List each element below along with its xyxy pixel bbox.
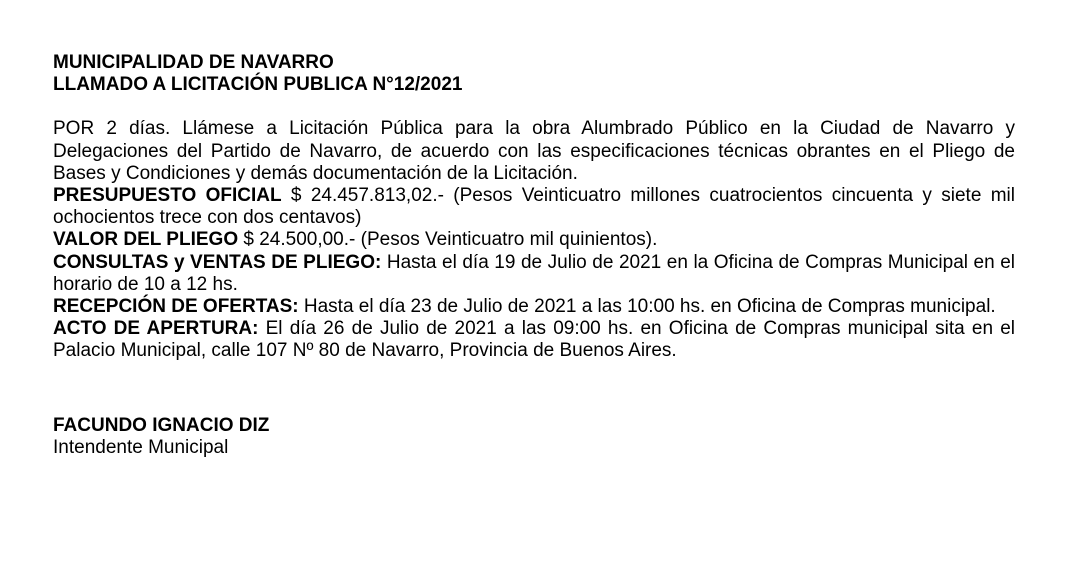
official-budget-text: $ 24.457.813,02.- (Pesos Veinticuatro millones cuatrocientos cincuenta y siete mil ochocientos trece con dos centavos) [53, 185, 1015, 229]
specification-price-text: $ 24.500,00.- (Pesos Veinticuatro mil quinientos). [238, 229, 658, 251]
signature-block [53, 415, 1015, 459]
opening-act-text: El día 26 de Julio de 2021 a las 09:00 hs. en Oficina de Compras municipal sita en el Palacio Municipal, calle 107 Nº 80 de Navarro, Provincia de Buenos Aires. [53, 318, 1015, 362]
document [53, 52, 1015, 459]
signatory-role: Intendente Municipal [53, 436, 229, 458]
municipality-title: MUNICIPALIDAD DE NAVARRO [53, 52, 334, 73]
official-budget-paragraph [53, 185, 1015, 229]
offers-reception-text: Hasta el día 23 de Julio de 2021 a las 10:00 hs. en Oficina de Compras municipal. [298, 296, 996, 318]
specification-price-paragraph [53, 229, 1015, 251]
inquiries-sales-text: Hasta el día 19 de Julio de 2021 en la Oficina de Compras Municipal en el horario de 10 a 12 hs. [53, 251, 1015, 295]
specification-price-label: VALOR DEL PLIEGO [53, 229, 239, 251]
inquiries-sales-paragraph [53, 252, 1015, 296]
opening-act-label: ACTO DE APERTURA: [53, 318, 259, 340]
opening-act-paragraph [53, 318, 1015, 362]
official-budget-label: PRESUPUESTO OFICIAL [53, 185, 282, 207]
offers-reception-label: RECEPCIÓN DE OFERTAS: [53, 296, 299, 318]
inquiries-sales-label: CONSULTAS y VENTAS DE PLIEGO: [53, 251, 382, 273]
document-header [53, 52, 1015, 96]
intro-paragraph: POR 2 días. Llámese a Licitación Pública para la obra Alumbrado Público en la Ciudad de Navarro y Delegaciones del Partido de Navarro, de acuerdo con las especificaciones técnicas obrantes en el Pliego de Bases y Condiciones y demás documentación de la Licitación. [53, 118, 1015, 184]
offers-reception-paragraph [53, 296, 1015, 318]
document-body [53, 118, 1015, 362]
signatory-name: FACUNDO IGNACIO DIZ [53, 414, 270, 436]
tender-title: LLAMADO A LICITACIÓN PUBLICA N°12/2021 [53, 74, 463, 96]
